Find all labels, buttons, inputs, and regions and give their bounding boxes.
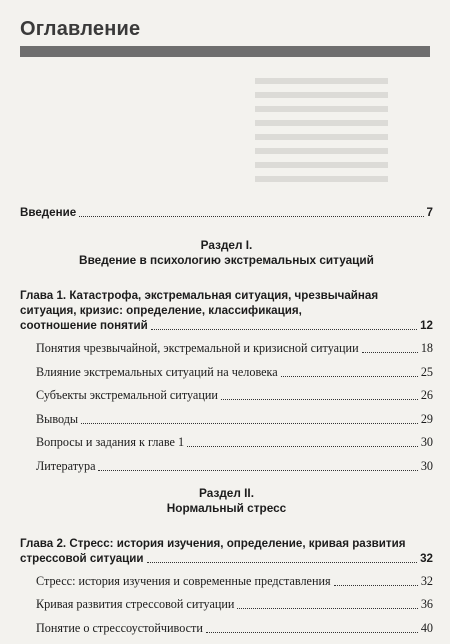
toc-entry-page: 18: [420, 341, 433, 355]
dot-leader: [281, 376, 418, 377]
header-rule: [20, 46, 430, 57]
section-label: Раздел I.: [200, 238, 253, 252]
chapter-1-items: [20, 341, 433, 474]
table-of-contents: [20, 205, 433, 644]
toc-entry[interactable]: [20, 597, 433, 612]
toc-entry-intro[interactable]: [20, 205, 433, 220]
dot-leader: [221, 399, 418, 400]
toc-entry-chapter-1: [20, 318, 433, 333]
toc-entry-title: Выводы: [36, 411, 79, 426]
section-heading-2: [20, 486, 433, 516]
dot-leader: [81, 423, 418, 424]
page-title: Оглавление: [20, 18, 141, 40]
chapter-title-line: Глава 2. Стресс: история изучения, определение, кривая развития: [20, 536, 406, 550]
toc-entry-page: 30: [420, 435, 433, 449]
toc-entry-title: Понятия чрезвычайной, экстремальной и кризисной ситуации: [36, 341, 359, 355]
toc-entry-title: стрессовой ситуации: [20, 551, 144, 565]
section-title: Нормальный стресс: [166, 500, 287, 515]
toc-entry[interactable]: [20, 621, 433, 636]
toc-entry-page: 30: [420, 458, 433, 473]
toc-entry-page: 29: [420, 411, 433, 426]
toc-entry[interactable]: [20, 574, 433, 589]
chapter-title-line: ситуация, кризис: определение, классификация,: [20, 304, 302, 317]
dot-leader: [362, 352, 418, 353]
bleed-through-text: [255, 70, 445, 190]
toc-entry-page: 25: [420, 364, 433, 379]
toc-entry-title: Вопросы и задания к главе 1: [36, 435, 185, 449]
dot-leader: [237, 608, 417, 609]
toc-entry-page: 40: [420, 620, 433, 635]
toc-entry[interactable]: [20, 341, 433, 356]
chapter-2-heading[interactable]: [20, 536, 433, 566]
chapter-title-line: Глава 1. Катастрофа, экстремальная ситуация, чрезвычайная: [20, 289, 379, 302]
toc-entry-page: 26: [420, 388, 433, 402]
dot-leader: [147, 562, 418, 563]
toc-entry-title: Введение: [20, 206, 77, 219]
toc-entry-title: Литература: [36, 458, 96, 473]
section-title: Введение в психологию экстремальных ситуаций: [79, 253, 374, 267]
toc-entry[interactable]: [20, 388, 433, 403]
toc-entry-title: соотношение понятий: [20, 319, 148, 332]
toc-entry-page: 12: [420, 319, 433, 332]
dot-leader: [79, 216, 423, 217]
toc-entry-title: Кривая развития стрессовой ситуации: [36, 597, 235, 611]
toc-entry[interactable]: [20, 435, 433, 450]
chapter-1-heading[interactable]: [20, 288, 433, 333]
toc-entry[interactable]: [20, 412, 433, 427]
section-label: Раздел II.: [199, 485, 254, 500]
toc-entry-page: 32: [420, 551, 433, 565]
toc-entry-title: Понятие о стрессоустойчивости: [36, 620, 203, 635]
dot-leader: [206, 632, 418, 633]
section-heading-1: [20, 238, 433, 268]
toc-entry-title: Влияние экстремальных ситуаций на человека: [36, 364, 278, 379]
chapter-2-items: [20, 574, 433, 636]
toc-entry-title: Субъекты экстремальной ситуации: [36, 388, 218, 402]
toc-entry-page: 36: [420, 597, 433, 611]
dot-leader: [98, 470, 417, 471]
toc-entry-page: 7: [426, 206, 433, 219]
toc-entry[interactable]: [20, 459, 433, 474]
dot-leader: [187, 446, 418, 447]
toc-entry[interactable]: [20, 365, 433, 380]
toc-entry-title: Стресс: история изучения и современные представления: [36, 573, 331, 588]
dot-leader: [334, 585, 418, 586]
toc-entry-chapter-2: [20, 551, 433, 566]
dot-leader: [151, 329, 417, 330]
toc-entry-page: 32: [420, 573, 433, 588]
